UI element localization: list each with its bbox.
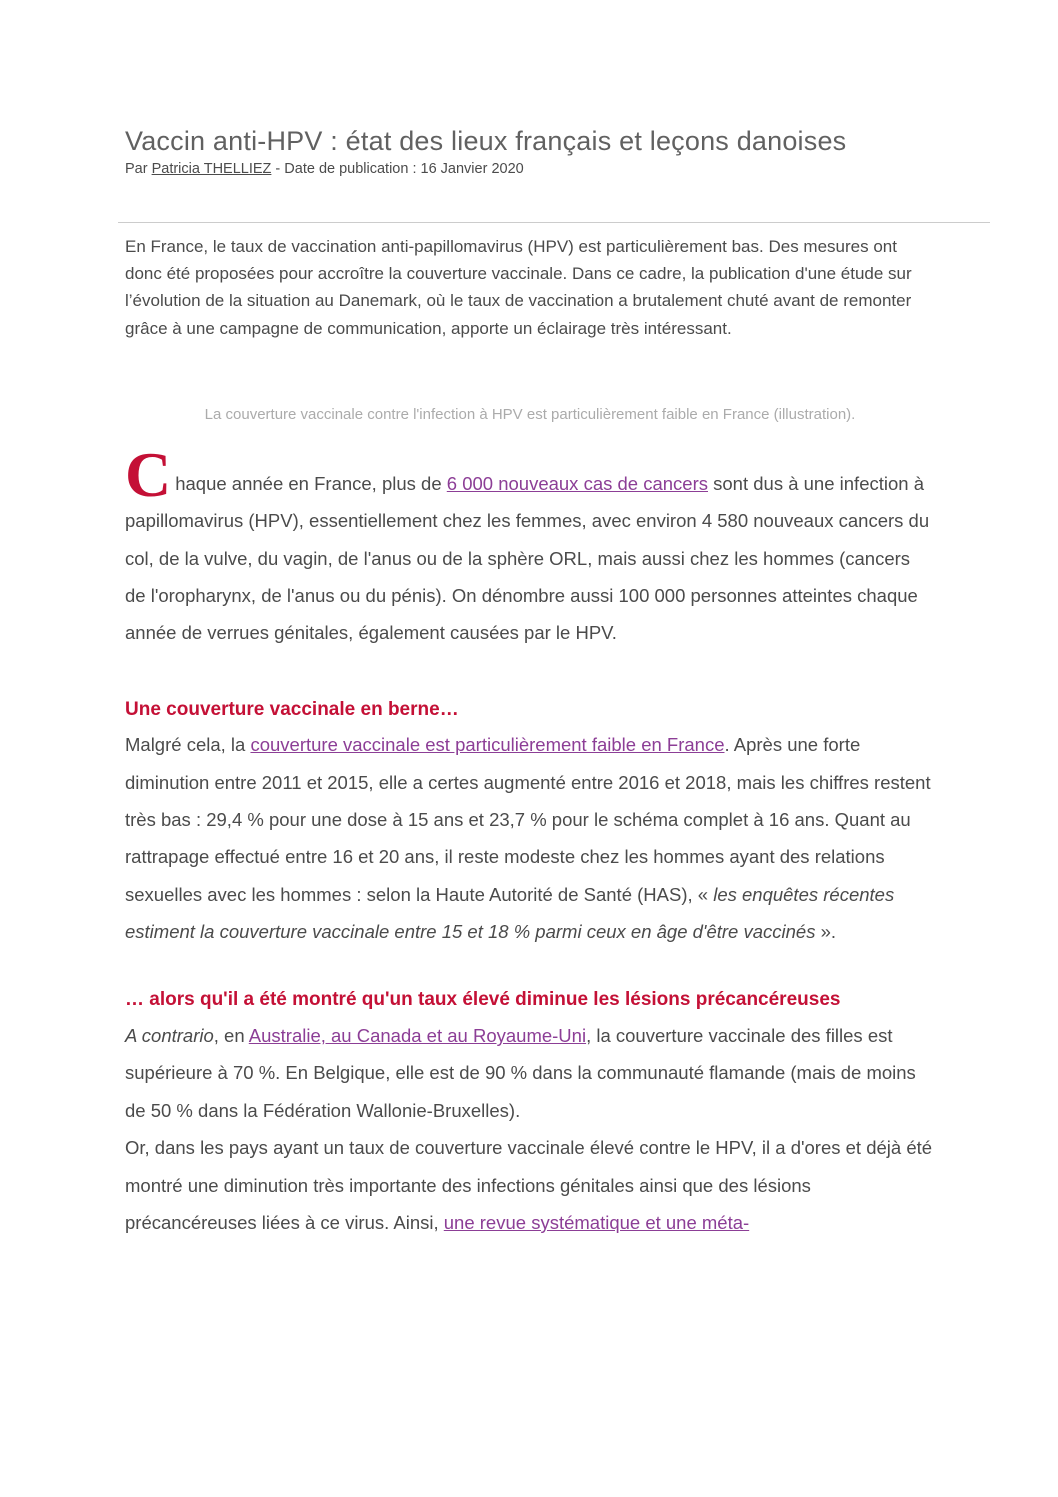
author-link[interactable]: Patricia THELLIEZ: [151, 161, 272, 178]
byline-prefix: Par: [125, 161, 152, 178]
paragraph-2-text-3: ».: [815, 921, 837, 943]
paragraph-2-text-2: . Après une forte diminution entre 2011 et 2015, elle a certes augmenté entre 2016 et 2018, mais les chiffres restent très bas : 29,4 % pour une dose à 15 ans et 23,7 % pour le schéma complet à 16 ans. Quant au rattrapage effectué entre 16 et 20 ans, il reste modeste chez les hommes ayant des relations sexuelles avec les hommes : selon la Haute Autorité de Santé (HAS), «: [125, 734, 931, 905]
paragraph-2: [125, 726, 935, 950]
intro-paragraph: En France, le taux de vaccination anti-papillomavirus (HPV) est particulièrement bas. Des mesures ont donc été proposées pour accroître la couverture vaccinale. Dans ce cadre, la publication d'une étude sur l’évolution de la situation au Danemark, où le taux de vaccination a brutalement chuté avant de remonter grâce à une campagne de communication, apporte un éclairage très intéressant.: [125, 237, 912, 338]
paragraph-1-text-2: sont dus à une infection à papillomavirus (HPV), essentiellement chez les femmes, avec environ 4 580 nouveaux cancers du col, de la vulve, du vagin, de l'anus ou de la sphère ORL, mais aussi chez les hommes (cancers de l'oropharynx, de l'anus ou du pénis). On dénombre aussi 100 000 personnes atteintes chaque année de verrues génitales, également causées par le HPV.: [125, 472, 930, 644]
divider: [118, 222, 990, 223]
link-couverture-vaccinale-faible[interactable]: couverture vaccinale est particulièrement faible en France: [250, 734, 725, 756]
paragraph-3-text: , en: [213, 1025, 249, 1047]
section-heading-2: … alors qu'il a été montré qu'un taux élevé diminue les lésions précancéreuses: [125, 989, 841, 1011]
paragraph-2-text: Malgré cela, la: [125, 734, 251, 756]
link-nouveaux-cas-cancers[interactable]: 6 000 nouveaux cas de cancers: [446, 472, 708, 494]
paragraph-1-text: haque année en France, plus de: [175, 472, 447, 494]
paragraph-3-italic: A contrario: [125, 1025, 214, 1047]
drop-cap: C: [125, 438, 172, 510]
paragraph-4: [125, 1129, 935, 1241]
paragraph-2-quote: les enquêtes récentes estiment la couverture vaccinale entre 15 et 18 % parmi ceux en âge d'être vaccinés: [125, 883, 895, 943]
paragraph-4-text: Or, dans les pays ayant un taux de couverture vaccinale élevé contre le HPV, il a d'ores et déjà été montré une diminution très importante des infections génitales ainsi que des lésions précancéreuses liées à ce virus. Ainsi,: [125, 1137, 933, 1233]
paragraph-3: [125, 1017, 935, 1129]
link-revue-systematique[interactable]: une revue systématique et une méta-: [443, 1211, 750, 1233]
page-title: Vaccin anti-HPV : état des lieux français et leçons danoises: [125, 126, 847, 156]
byline: [125, 161, 935, 177]
paragraph-3-text-2: , la couverture vaccinale des filles est supérieure à 70 %. En Belgique, elle est de 90 % dans la communauté flamande (mais de moins de 50 % dans la Fédération Wallonie-Bruxelles).: [125, 1025, 916, 1121]
paragraph-1: [125, 438, 935, 652]
image-caption: La couverture vaccinale contre l'infection à HPV est particulièrement faible en France (illustration).: [204, 405, 856, 423]
byline-date: - Date de publication : 16 Janvier 2020: [271, 161, 524, 178]
link-australie-canada-royaume-uni[interactable]: Australie, au Canada et au Royaume-Uni: [248, 1025, 587, 1047]
section-heading-1: Une couverture vaccinale en berne…: [125, 698, 459, 720]
